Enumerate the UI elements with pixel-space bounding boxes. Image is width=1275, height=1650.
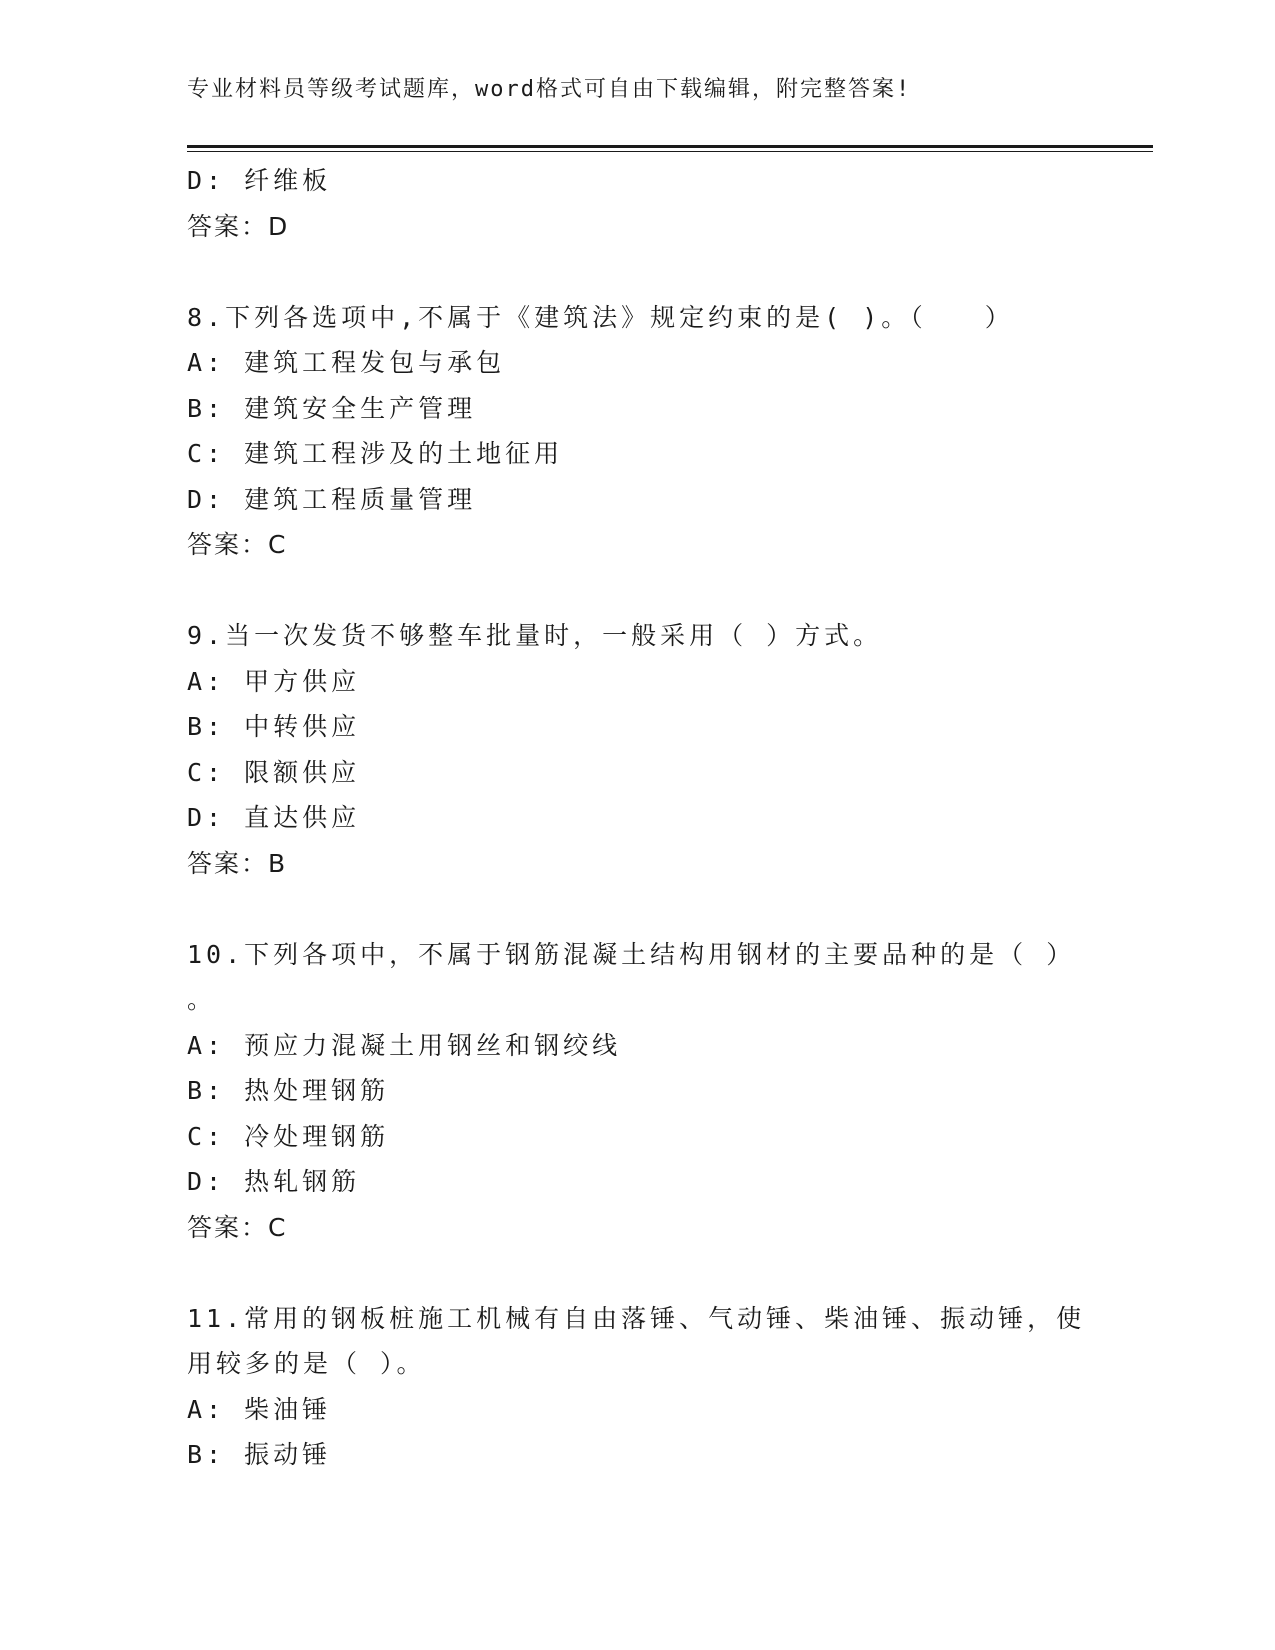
option-a: A: 柴油锤 [187, 1394, 332, 1424]
option-b: B: 热处理钢筋 [187, 1076, 390, 1105]
header-rule [187, 145, 1153, 148]
option-a: A: 甲方供应 [187, 666, 361, 696]
question-stem: 9.当一次发货不够整车批量时，一般采用（ ）方式。 [187, 621, 883, 650]
option-a: A: 预应力混凝土用钢丝和钢绞线 [187, 1030, 622, 1060]
option-b: B: 中转供应 [187, 712, 361, 741]
header-rule-thin [187, 151, 1153, 152]
question-stem: 8.下列各选项中,不属于《建筑法》规定约束的是( )。（ ） [187, 302, 1014, 332]
option-c: C: 建筑工程涉及的土地征用 [187, 439, 564, 468]
question-stem: 11.常用的钢板桩施工机械有自由落锤、气动锤、柴油锤、振动锤，使 [187, 1303, 1086, 1333]
option-b: B: 振动锤 [187, 1440, 332, 1469]
question-stem-continued: 。 [187, 985, 217, 1014]
answer: 答案：D [187, 211, 290, 241]
option-c: C: 冷处理钢筋 [187, 1121, 390, 1151]
answer: 答案：C [187, 1212, 288, 1242]
page-header: 专业材料员等级考试题库，word格式可自由下载编辑，附完整答案! [187, 77, 912, 102]
question-list [187, 158, 1147, 1478]
option-d: D: 建筑工程质量管理 [187, 484, 477, 514]
option-d: D: 直达供应 [187, 803, 361, 832]
answer: 答案：C [187, 530, 288, 559]
option-b: B: 建筑安全生产管理 [187, 393, 477, 423]
option-a: A: 建筑工程发包与承包 [187, 348, 506, 377]
answer: 答案：B [187, 848, 288, 878]
question-stem: 10.下列各项中，不属于钢筋混凝土结构用钢材的主要品种的是（ ） [187, 939, 1076, 969]
question-stem-continued: 用较多的是（ ）。 [187, 1349, 426, 1378]
option-d: D: 纤维板 [187, 166, 332, 195]
option-d: D: 热轧钢筋 [187, 1167, 361, 1196]
option-c: C: 限额供应 [187, 757, 361, 787]
